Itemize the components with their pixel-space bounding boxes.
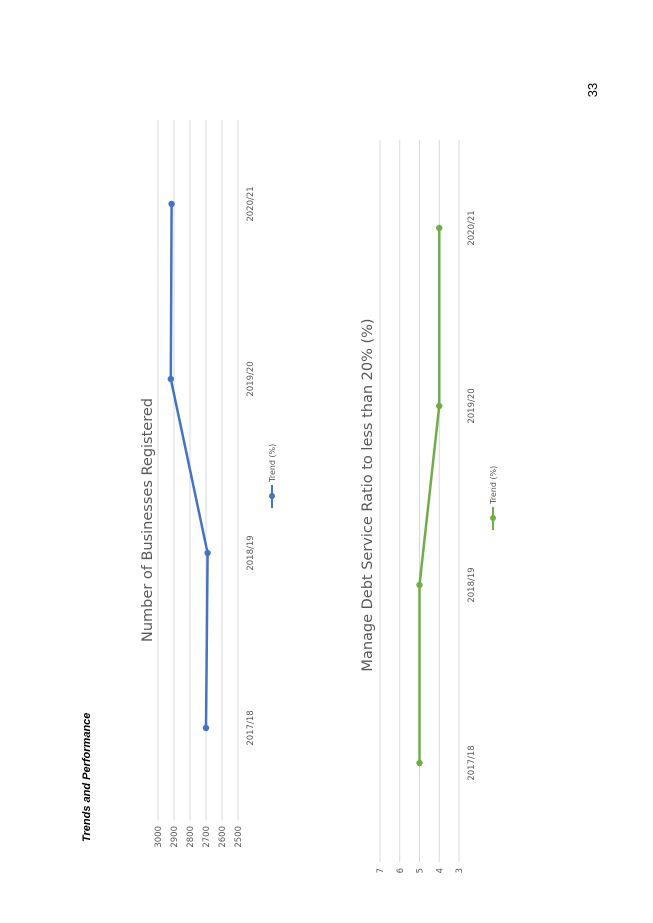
- legend-label: Trend (%): [489, 465, 498, 504]
- data-point: [204, 550, 210, 556]
- x-tick-label: 2019/20: [246, 361, 256, 397]
- x-tick-label: 2017/18: [246, 710, 256, 746]
- x-tick-label: 2020/21: [246, 186, 256, 222]
- x-tick-label: 2019/20: [467, 388, 477, 424]
- section-title: Trends and Performance: [81, 712, 93, 842]
- x-tick-label: 2018/19: [467, 567, 477, 603]
- y-tick-label: 7: [376, 868, 386, 874]
- chart-title: Manage Debt Service Ratio to less than 20% (%): [360, 318, 376, 672]
- y-tick-label: 3000: [154, 826, 164, 848]
- data-point: [416, 582, 422, 588]
- x-tick-label: 2020/21: [467, 210, 477, 246]
- y-tick-label: 2500: [234, 826, 244, 848]
- y-tick-label: 6: [395, 868, 406, 874]
- data-point: [416, 760, 422, 766]
- y-tick-label: 4: [435, 868, 446, 874]
- page-number: 33: [585, 82, 600, 98]
- y-tick-label: 2600: [218, 826, 228, 848]
- data-point: [436, 225, 442, 231]
- data-point: [168, 201, 174, 207]
- series-line: [171, 204, 208, 728]
- legend-dot-marker: [490, 515, 496, 521]
- y-tick-label: 5: [415, 868, 426, 874]
- data-point: [436, 403, 442, 409]
- legend: [268, 444, 277, 508]
- data-point: [168, 376, 174, 382]
- y-tick-label: 2800: [186, 826, 196, 848]
- legend-dot-marker: [269, 493, 275, 499]
- data-point: [203, 725, 209, 731]
- y-tick-label: 2900: [170, 826, 180, 848]
- series-line: [420, 228, 440, 763]
- x-tick-label: 2017/18: [467, 745, 477, 781]
- chart-title: Number of Businesses Registered: [140, 398, 156, 642]
- chart-debt-service-ratio: [360, 140, 498, 873]
- y-tick-label: 2700: [202, 826, 212, 848]
- x-tick-label: 2018/19: [246, 535, 256, 571]
- legend: [489, 466, 498, 530]
- legend-label: Trend (%): [268, 443, 277, 482]
- chart-businesses-registered: [140, 120, 277, 848]
- y-tick-label: 3: [455, 868, 465, 874]
